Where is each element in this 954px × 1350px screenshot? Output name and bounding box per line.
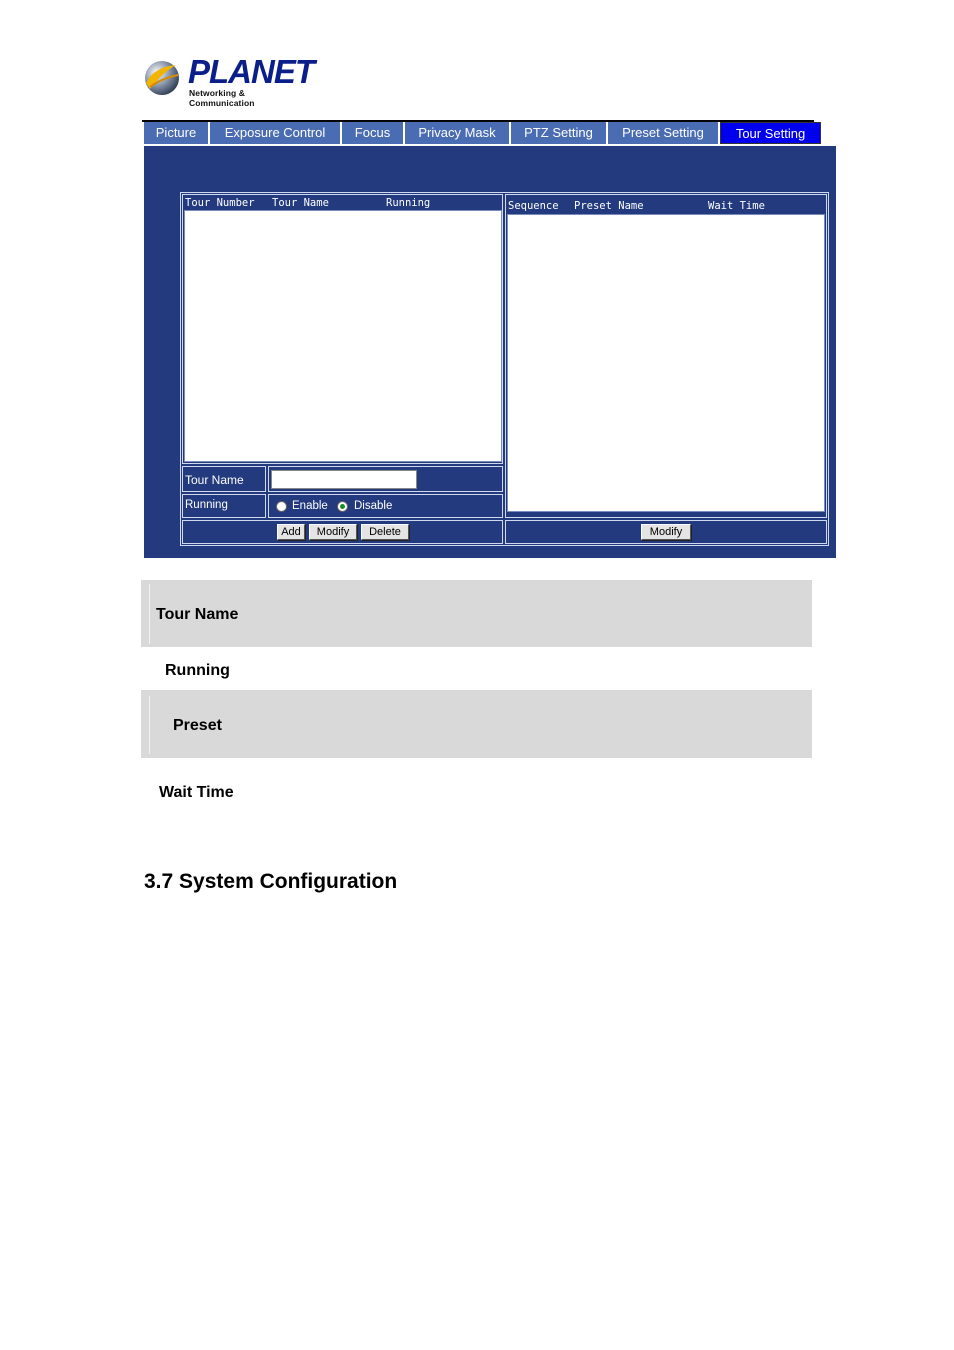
desc-row-tour-name: [141, 580, 812, 647]
running-label: Running: [185, 499, 228, 511]
desc-row-wait-time: [141, 758, 812, 818]
modify-button[interactable]: Modify: [309, 524, 357, 540]
col-tour-number: Tour Number: [185, 197, 255, 209]
tour-name-label-cell: [182, 466, 266, 492]
col-running: Running: [386, 197, 431, 209]
brand-tagline: Networking & Communication: [189, 88, 255, 108]
delete-button[interactable]: Delete: [361, 524, 409, 540]
section-title: 3.7 System Configuration: [144, 870, 398, 893]
planet-logo: [142, 53, 314, 108]
desc-wait-time: Wait Time: [159, 784, 234, 801]
enable-label: Enable: [292, 500, 328, 512]
settings-tab-bar: [144, 122, 821, 144]
sequence-list[interactable]: [507, 214, 825, 512]
desc-row-running: [141, 647, 812, 690]
col-wait-time: Wait Time: [708, 200, 765, 212]
tab-exposure-control[interactable]: Exposure Control: [210, 122, 342, 144]
tour-name-input[interactable]: [271, 470, 417, 489]
enable-radio[interactable]: [276, 501, 287, 512]
tour-list[interactable]: [184, 210, 502, 462]
tab-focus[interactable]: Focus: [342, 122, 405, 144]
running-options-cell: [268, 494, 503, 518]
sequence-buttons-cell: [505, 520, 827, 544]
modify-sequence-button[interactable]: Modify: [641, 524, 691, 540]
add-button[interactable]: Add: [277, 524, 305, 540]
row-divider: [149, 696, 150, 754]
col-sequence: Sequence: [508, 200, 559, 212]
brand-name: PLANET: [188, 53, 314, 90]
tour-setting-panel: [144, 146, 836, 558]
disable-label: Disable: [354, 500, 393, 512]
disable-radio[interactable]: [337, 501, 348, 512]
col-tour-name: Tour Name: [272, 197, 329, 209]
desc-preset: Preset: [173, 717, 222, 734]
tab-tour-setting[interactable]: Tour Setting: [720, 122, 821, 144]
tab-picture[interactable]: Picture: [144, 122, 210, 144]
tour-name-input-cell: [268, 466, 503, 492]
globe-logo-icon: [142, 57, 182, 97]
tab-ptz-setting[interactable]: PTZ Setting: [511, 122, 608, 144]
desc-tour-name: Tour Name: [156, 606, 239, 623]
desc-row-preset: [141, 690, 812, 758]
desc-running: Running: [165, 662, 230, 679]
tab-privacy-mask[interactable]: Privacy Mask: [405, 122, 511, 144]
tab-preset-setting[interactable]: Preset Setting: [608, 122, 720, 144]
tour-name-label: Tour Name: [185, 473, 244, 487]
col-preset-name: Preset Name: [574, 200, 644, 212]
row-divider: [149, 584, 150, 644]
tour-buttons-cell: [182, 520, 503, 544]
running-label-cell: [182, 494, 266, 518]
